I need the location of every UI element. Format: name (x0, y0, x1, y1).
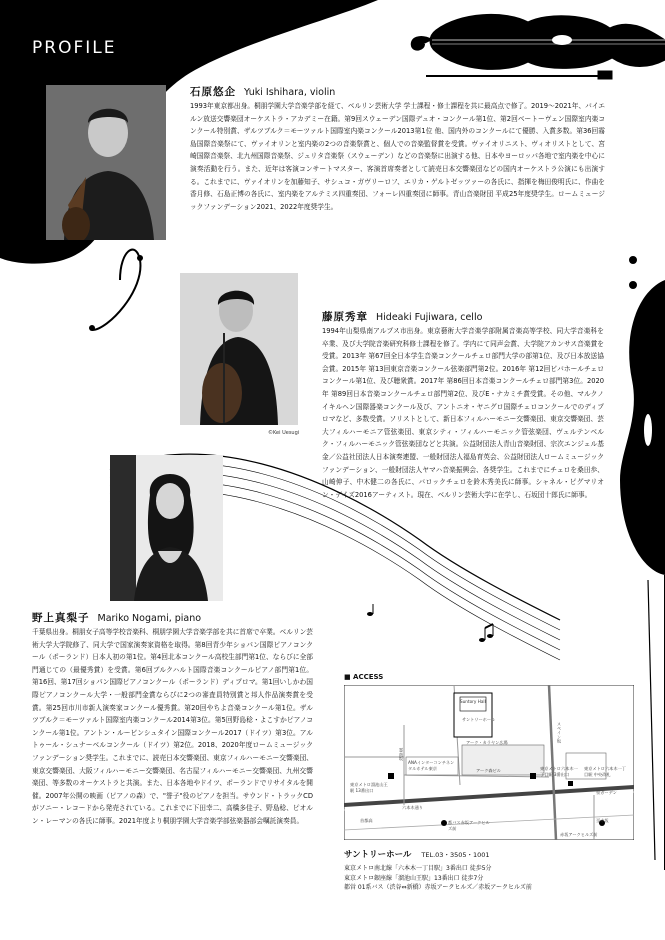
map-label-hotel: Suntory Hall (460, 699, 486, 704)
map-label-bus: 都バス赤坂アークヒルズ前 (448, 820, 490, 831)
name-english: Hideaki Fujiwara, cello (376, 312, 483, 323)
map-label-izumi: 泉ガーデン (596, 790, 617, 795)
transit-info (344, 864, 634, 893)
map-label-koukou: 首都高 (360, 818, 373, 823)
transit-line-2: 東京メトロ銀座線「溜池山王駅」13番出口 徒歩7分 (344, 874, 484, 882)
page-title: PROFILE (32, 38, 117, 58)
map-label-venue: サントリーホール (462, 717, 496, 722)
transit-line-1: 東京メトロ南北線「六本木一丁目駅」3番出口 徒歩5分 (344, 865, 492, 872)
map-label-yamaha: 霊南坂 (399, 748, 404, 761)
map-label-chuo: 至赤坂 (596, 818, 609, 823)
profile-name-ishihara (190, 84, 335, 99)
profile-name-nogami (32, 610, 201, 625)
cellist-photo (180, 273, 298, 425)
venue-name (344, 848, 490, 860)
map-label-spain: スペイン坂 (557, 722, 562, 743)
photo-credit: ©Kei Uesugi (268, 430, 300, 436)
profile-bio-ishihara: 1993年東京都出身。桐朋学園大学音楽学部を経て、ベルリン芸術大学 学士課程・修士課程を共に最高点で修了。2019～2021年、バイエルン放送交響楽団オーケストラ・アカデミー在籍。第9回スウェーデン国際デュオ・コンクール第1位、第2回ベートーヴェン国際室内楽コンクール特別賞、ザルツブルク＝モーツァルト国際室内楽コンクール2013第1位 他、国内外のコンクールにて優勝、入賞多数。第36回霧島国際音楽祭にて、ヴァイオリンと室内楽の2つの音楽祭賞と、個人での音楽監督賞を受賞。ヴァイオリニスト、ヴィオリストとして、宮崎国際音楽祭、北九州国際音楽祭、ジュリタ音楽祭（スウェーデン）などの音楽祭に出演する他、日本やヨーロッパ各地で室内楽を中心に演奏活動を行う。また、近年は客演コンサートマスター、客演首席奏者として読売日本交響楽団などの国内オーケストラ公演にも出演する。これまでに、ヴァイオリンを加藤知子、サシュコ・ガヴリーロフ、エリカ・ゲルトゼッツァーの各氏に、指揮を梅田俊明氏に、作曲を香月修、石島正博の各氏に、室内楽をアルテミス四重奏団、フォーレ四重奏団に師事。青山音楽財団 平成25年度奨学生。ロームミュージックファンデーション2021、2022年度奨学生。 (190, 102, 605, 211)
name-japanese: 石原悠企 (190, 86, 236, 98)
name-english: Yuki Ishihara, violin (244, 87, 336, 98)
access-label: ■ ACCESS (344, 673, 384, 681)
profile-bio-nogami: 千葉県出身。桐朋女子高等学校音楽科、桐朋学園大学音楽学部を共に首席で卒業。ベルリン芸術大学大学院修了、同大学で国家演奏家資格を取得。第8回青少年ショパン国際ピアノコンクール（ポーランド）日本人初の第1位。第4回北本コンクール高校生部門第1位、ならびに全部門通じての（最優秀賞）を受賞。第6回ブルクハルト国際音楽コンクールピアノ部門第1位。第16回、第17回ショパン国際ピアノコンクール（ポーランド）ディプロマ。第1回いしかわ国際ピアノコンクール大学・一般部門金賞ならびに2つの審査員特別賞と邦人作品演奏賞を受賞。第25回市川市新人演奏家コンクール優秀賞。第20回やちよ音楽コンクール第1位。ザルツブルク＝モーツァルト国際室内楽コンクール2014第3位。第5回野島稔・よこすかピアノコンクール第1位。アントン・ルービンシュタイン国際コンクール2017（ドイツ）第3位。アルトゥール・シュナーベルコンクール（ドイツ）第2位。2018、2020年度ロームミュージックファンデーション奨学生。これまでに、読売日本交響楽団、東京フィルハーモニー交響楽団、東京交響楽団、大阪フィルハーモニー交響楽団、名古屋フィルハーモニー交響楽団、九州交響楽団、等多数のオーケストラと共演。また、日本各地やドイツ、ポーランドでリサイタルを開催。2007年公開の映画（ピアノの森）で、"誉子"役のピアノを担当。サウンド・トラックCDがソニー・レコードから発売されている。これまでに下田幸二、高橋多佳子、野島稔、ピオルン・レーマンの各氏に師事。2021年度より桐朋学園大学音楽学部弦楽器部会嘱託演奏員。 (32, 628, 313, 825)
map-label-plaza: アーク・カラヤン広場 (466, 740, 508, 745)
venue-tel: TEL.03・3505・1001 (421, 851, 490, 859)
music-note-icon (367, 604, 493, 642)
violin-icon (412, 14, 665, 79)
transit-line-3: 都営 01系バス（渋谷⇔新橋）赤坂アークヒルズ／赤坂アークヒルズ前 (344, 884, 532, 891)
name-japanese: 野上真梨子 (32, 612, 90, 624)
profile-name-fujiwara (322, 309, 482, 324)
access-map (344, 685, 634, 840)
map-label-roppongi-dori: 六本木通り (402, 805, 423, 810)
venue-title: サントリーホール (344, 850, 412, 860)
pianist-photo (110, 455, 223, 601)
map-label-roppongi1-central: 東京メトロ六本木一丁目駅 中央改札 (584, 766, 626, 777)
map-label-tameike: 東京メトロ溜池山王駅 13番出口 (350, 782, 388, 793)
name-english: Mariko Nogami, piano (97, 613, 202, 624)
violinist-photo (46, 85, 166, 240)
map-label-mori: アーク森ビル (476, 768, 501, 773)
map-label-stop: 赤坂アークヒルズ前 (560, 832, 598, 837)
map-label-roppongi1: 東京メトロ六本木一丁目駅 3番出口 (540, 766, 578, 777)
map-label-ana: ANAインターコンチネンタルホテル東京 (408, 760, 455, 771)
f-hole-curve (92, 250, 140, 330)
name-japanese: 藤原秀章 (322, 311, 368, 323)
profile-bio-fujiwara: 1994年山梨県南アルプス市出身。東京藝術大学音楽学部附属音楽高等学校、同大学音楽科を卒業、及び大学院音楽研究科修士課程を修了。学内にて同声会賞、大学院アカンサス音楽賞を受賞。2013年 第67回全日本学生音楽コンクールチェロ部門大学の部第1位、及び日本放送協会賞。2015年 第13回東京音楽コンクール弦楽部門第2位。2016年 第12回ビバホールチェロコンクール第1位、及び聴衆賞。2017年 第86回日本音楽コンクールチェロ部門第3位。2020年 第89回日本音楽コンクールチェロ部門第2位、及びE・ナカミチ賞受賞。その他、マルクノイキルヘン国際器楽コンクール及び、アントニオ・ヤニグロ国際チェロコンクールでのディプロマなど、多数受賞。ソリストとして、新日本フィルハーモニー交響楽団、東京交響楽団、芸大フィルハーモニア管弦楽団、東京シティ・フィルハーモニック管弦楽団、ヴュルテンベルク・フィルハーモニック管弦楽団などと共演。公益財団法人青山音楽財団、宗次エンジェル基金／公益社団法人日本演奏連盟、一般財団法人福島育英会、公益財団法人ロームミュージックファンデーション、一般財団法人ヤマハ音楽振興会、各奨学生。これまでにチェロを桑田歩、山崎伸子、中木健二の各氏に、バロックチェロを鈴木秀美氏に師事。シャネル・ピグマリオン・デイズ2016アーティスト。現在、ベルリン芸術大学に在学し、石坂団十郎氏に師事。 (322, 327, 604, 499)
